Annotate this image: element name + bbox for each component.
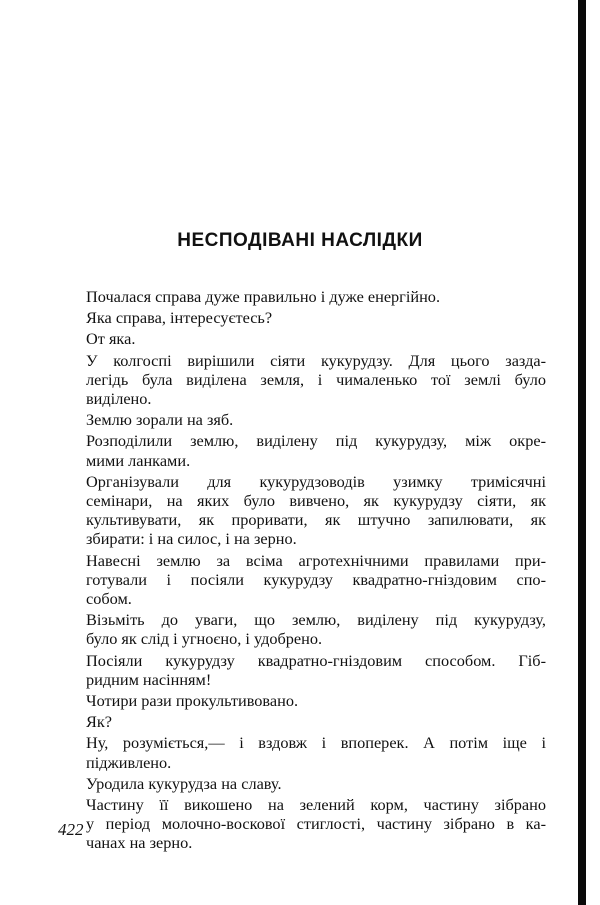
text-line: чанах на зерно. bbox=[86, 833, 193, 853]
text-line: собом. bbox=[86, 589, 132, 609]
text-line: підживлено. bbox=[86, 752, 172, 772]
paragraph bbox=[58, 795, 546, 853]
text-line: готували і посіяли кукурудзу квадратно-гніздовим спо- bbox=[86, 569, 546, 589]
paragraph bbox=[58, 712, 546, 731]
text-line: Організували для кукурудзоводів узимку тримісячні bbox=[86, 471, 546, 491]
text-line: мими ланками. bbox=[86, 450, 191, 470]
text-line: Ну, розуміється,— і вздовж і впоперек. А потім іще і bbox=[86, 733, 546, 753]
paragraph bbox=[58, 610, 546, 648]
text-line: Яка справа, інтересуєтесь? bbox=[86, 308, 273, 328]
text-line: культивувати, як проривати, як штучно запилювати, як bbox=[86, 510, 546, 530]
text-line: У колгоспі вирішили сіяти кукурудзу. Для цього зазда- bbox=[86, 350, 546, 370]
page-number: 422 bbox=[58, 820, 84, 839]
paragraph bbox=[58, 733, 546, 771]
text-line: у період молочно-воскової стиглості, частину зібрано в ка- bbox=[86, 814, 546, 834]
text-line: семінари, на яких було вивчено, як кукурудзу сіяти, як bbox=[86, 491, 546, 511]
text-line: Як? bbox=[86, 712, 112, 732]
text-line: виділено. bbox=[86, 389, 152, 409]
paragraph bbox=[58, 774, 546, 793]
paragraph bbox=[58, 651, 546, 689]
text-line: Чотири рази прокультивовано. bbox=[86, 691, 299, 711]
text-line: Візьміть до уваги, що землю, виділену під кукурудзу, bbox=[86, 610, 546, 630]
text-line: Частину її викошено на зелений корм, частину зібрано bbox=[86, 795, 546, 815]
paragraph bbox=[58, 691, 546, 710]
text-line: збирати: і на силос, і на зерно. bbox=[86, 529, 297, 549]
text-line: було як слід і угноєно, і удобрено. bbox=[86, 629, 323, 649]
paragraph bbox=[58, 551, 546, 609]
text-line: От яка. bbox=[86, 329, 136, 349]
paragraph bbox=[58, 351, 546, 409]
paragraph bbox=[58, 410, 546, 429]
text-line: Розподілили землю, виділену під кукурудзу, між окре- bbox=[86, 431, 546, 451]
paragraph bbox=[58, 329, 546, 348]
text-line: легідь була виділена земля, і чималенько тої землі було bbox=[86, 369, 546, 389]
text-line: Навесні землю за всіма агротехнічними правилами при- bbox=[86, 550, 546, 570]
page-title: НЕСПОДІВАНІ НАСЛІДКИ bbox=[177, 230, 423, 251]
text-line: Землю зорали на зяб. bbox=[86, 410, 234, 430]
paragraph bbox=[58, 287, 546, 306]
paragraph bbox=[58, 308, 546, 327]
text-line: Посіяли кукурудзу квадратно-гніздовим способом. Гіб- bbox=[86, 650, 546, 670]
text-line: ридним насінням! bbox=[86, 669, 212, 689]
text-line: Почалася справа дуже правильно і дуже енергійно. bbox=[86, 287, 441, 306]
page-edge-bar bbox=[578, 0, 586, 905]
body-text bbox=[58, 287, 546, 855]
paragraph bbox=[58, 431, 546, 469]
paragraph bbox=[58, 472, 546, 549]
text-line: Уродила кукурудза на славу. bbox=[86, 773, 282, 793]
